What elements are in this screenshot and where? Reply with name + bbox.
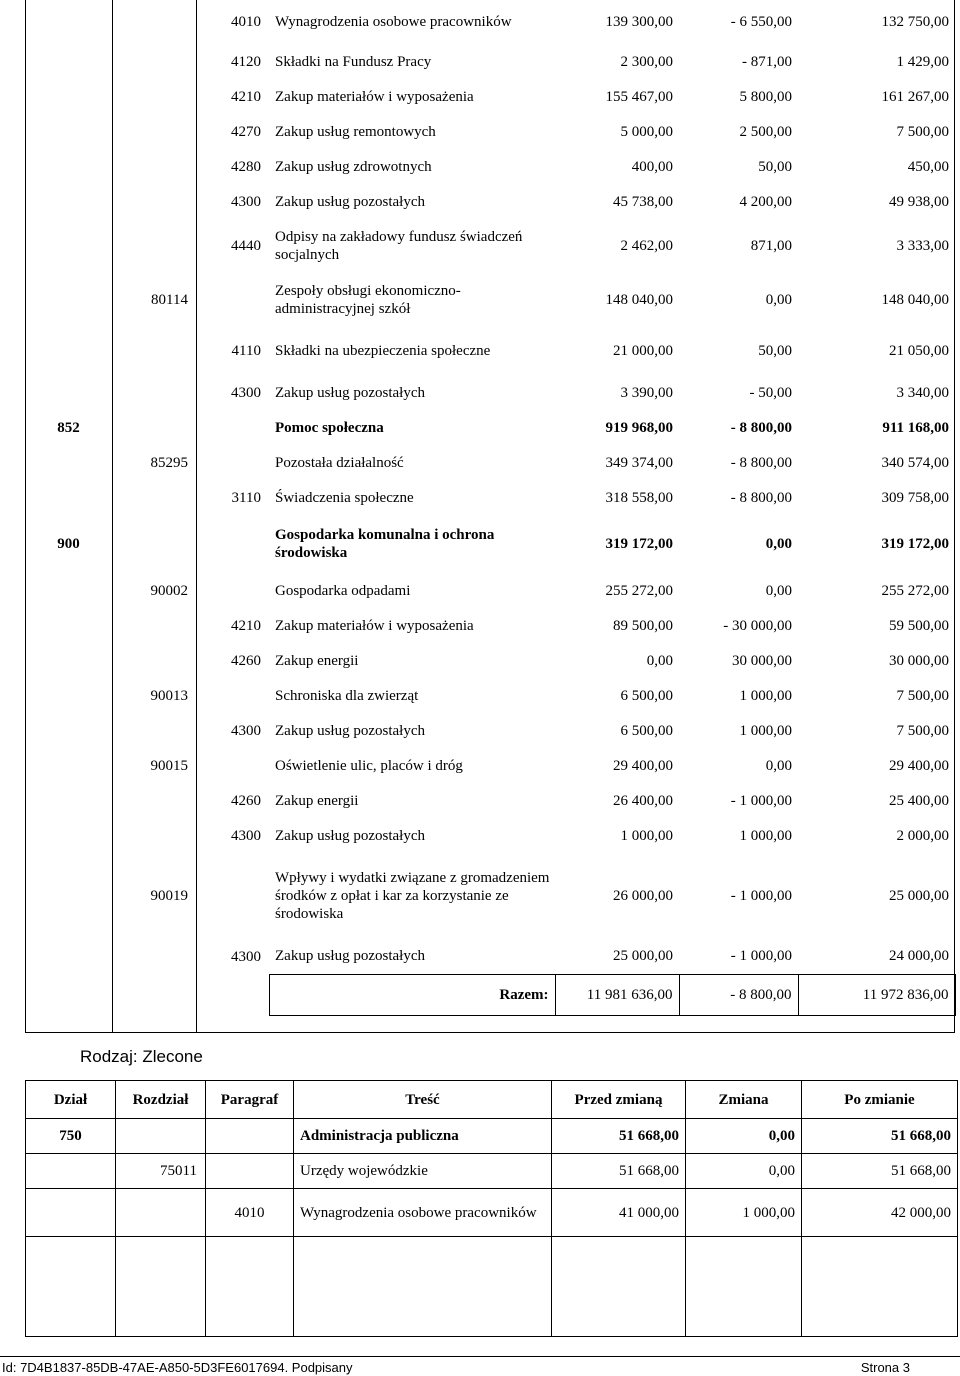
- cell-rozdzial: 75011: [116, 1154, 206, 1189]
- table-row: [25, 939, 955, 974]
- cell-dzial: [25, 327, 112, 375]
- cell-zmiana: 50,00: [758, 158, 792, 175]
- cell-dzial: [25, 608, 112, 643]
- cell-dzial: [25, 783, 112, 818]
- cell-przed: 139 300,00: [605, 14, 673, 30]
- cell-rozdzial: [116, 1119, 206, 1154]
- cell-tresc: Gospodarka odpadami: [275, 582, 411, 599]
- table-row: [25, 375, 955, 410]
- cell-zmiana: - 871,00: [742, 53, 792, 70]
- header-rozdzial: Rozdział: [116, 1081, 206, 1119]
- cell-rozdzial: [112, 44, 196, 79]
- table-row: [25, 713, 955, 748]
- cell-po: 148 040,00: [881, 292, 949, 308]
- cell-przed: 3 390,00: [620, 384, 673, 401]
- page-number: Strona 3: [860, 1360, 910, 1375]
- cell-po: 450,00: [907, 158, 949, 175]
- table-header-row: [26, 1081, 958, 1119]
- table-row: [26, 1119, 958, 1154]
- total-row: [25, 974, 955, 1015]
- cell-zmiana: 30 000,00: [732, 652, 792, 669]
- cell-tresc: Zakup usług pozostałych: [275, 827, 425, 844]
- cell-tresc: Zakup materiałów i wyposażenia: [275, 88, 474, 105]
- cell-tresc: Urzędy wojewódzkie: [294, 1154, 552, 1189]
- cell-zmiana: 0,00: [686, 1119, 802, 1154]
- cell-paragraf: 4300: [231, 384, 261, 401]
- cell-zmiana: 0,00: [765, 757, 792, 774]
- cell-rozdzial: [112, 375, 196, 410]
- empty-cell: [112, 974, 196, 1015]
- cell-tresc: Zakup usług pozostałych: [275, 384, 425, 401]
- cell-tresc: Zakup energii: [275, 652, 359, 669]
- cell-po: 132 750,00: [881, 14, 949, 30]
- cell-paragraf: [196, 573, 269, 608]
- cell-tresc: Gospodarka komunalna i ochrona środowiska: [275, 527, 495, 561]
- document-id: Id: 7D4B1837-85DB-47AE-A850-5D3FE6017694. Podpisany: [2, 1360, 353, 1375]
- cell-dzial: [25, 219, 112, 273]
- cell-dzial: [25, 480, 112, 515]
- table-row: [25, 608, 955, 643]
- cell-przed: 51 668,00: [552, 1119, 686, 1154]
- cell-dzial: [25, 273, 112, 327]
- cell-rozdzial: 90019: [150, 888, 188, 904]
- empty-cell: [25, 974, 112, 1015]
- table-row: [25, 643, 955, 678]
- cell-zmiana: 0,00: [765, 292, 792, 308]
- cell-rozdzial: [112, 0, 196, 44]
- cell-paragraf: 4300: [231, 722, 261, 739]
- empty-cell: [802, 1237, 958, 1337]
- cell-rozdzial: [112, 184, 196, 219]
- cell-tresc: Oświetlenie ulic, placów i dróg: [275, 757, 463, 774]
- cell-dzial: [25, 573, 112, 608]
- cell-dzial: [25, 184, 112, 219]
- cell-zmiana: - 1 000,00: [730, 792, 792, 809]
- cell-paragraf: 3110: [231, 489, 261, 506]
- header-paragraf: Paragraf: [206, 1081, 294, 1119]
- cell-po: 7 500,00: [896, 722, 949, 739]
- cell-przed: 6 500,00: [620, 687, 673, 704]
- cell-paragraf: 4260: [231, 792, 261, 809]
- cell-paragraf: 4110: [231, 343, 261, 359]
- cell-rozdzial: [112, 608, 196, 643]
- cell-zmiana: - 6 550,00: [730, 14, 792, 30]
- table-row: [25, 515, 955, 573]
- cell-dzial: [25, 818, 112, 853]
- cell-po: 51 668,00: [802, 1154, 958, 1189]
- cell-zmiana: - 1 000,00: [730, 948, 792, 965]
- cell-zmiana: - 1 000,00: [730, 888, 792, 904]
- cell-paragraf: [196, 273, 269, 327]
- empty-cell: [206, 1237, 294, 1337]
- cell-po: 59 500,00: [889, 617, 949, 634]
- cell-przed: 29 400,00: [613, 757, 673, 774]
- cell-tresc: Zakup usług remontowych: [275, 123, 436, 140]
- budget-table-continued: [25, 0, 956, 1016]
- table-row: [25, 327, 955, 375]
- cell-rozdzial: [112, 643, 196, 678]
- cell-paragraf: 4010: [231, 14, 261, 30]
- cell-rozdzial: [112, 149, 196, 184]
- table-row: [25, 853, 955, 939]
- cell-tresc: Schroniska dla zwierząt: [275, 687, 419, 704]
- cell-po: 7 500,00: [896, 123, 949, 140]
- table-row: [26, 1189, 958, 1237]
- empty-cell: [552, 1237, 686, 1337]
- cell-tresc: Składki na Fundusz Pracy: [275, 53, 432, 70]
- header-po-zmianie: Po zmianie: [802, 1081, 958, 1119]
- cell-zmiana: 1 000,00: [739, 827, 792, 844]
- table-row: [25, 79, 955, 114]
- cell-tresc: Odpisy na zakładowy fundusz świadczeń socjalnych: [275, 229, 523, 263]
- cell-zmiana: 0,00: [765, 582, 792, 599]
- empty-cell: [686, 1237, 802, 1337]
- budget-table-zlecone: [25, 1080, 958, 1337]
- cell-dzial: [25, 0, 112, 44]
- cell-rozdzial: [112, 410, 196, 445]
- table-row: [25, 149, 955, 184]
- cell-po: 319 172,00: [881, 536, 949, 552]
- table-row: [25, 184, 955, 219]
- cell-po: 25 400,00: [889, 792, 949, 809]
- cell-zmiana: 2 500,00: [739, 123, 792, 140]
- cell-paragraf: 4260: [231, 652, 261, 669]
- table-row: [25, 573, 955, 608]
- table-row: [25, 748, 955, 783]
- cell-przed: 155 467,00: [605, 88, 673, 105]
- cell-paragraf: [196, 853, 269, 939]
- cell-po: 309 758,00: [881, 489, 949, 506]
- cell-przed: 51 668,00: [552, 1154, 686, 1189]
- cell-paragraf: 4300: [231, 193, 261, 210]
- table-row: [26, 1154, 958, 1189]
- cell-zmiana: - 8 800,00: [730, 454, 792, 471]
- cell-dzial: 750: [26, 1119, 116, 1154]
- header-przed-zmiana: Przed zmianą: [552, 1081, 686, 1119]
- cell-paragraf: [206, 1154, 294, 1189]
- cell-zmiana: 1 000,00: [739, 687, 792, 704]
- razem-przed: 11 981 636,00: [555, 974, 679, 1015]
- cell-dzial: [25, 643, 112, 678]
- cell-rozdzial: [112, 515, 196, 573]
- cell-zmiana: 1 000,00: [739, 722, 792, 739]
- cell-rozdzial: 85295: [150, 454, 188, 471]
- cell-dzial: [25, 853, 112, 939]
- cell-rozdzial: 90002: [150, 582, 188, 599]
- cell-tresc: Składki na ubezpieczenia społeczne: [275, 343, 491, 359]
- cell-rozdzial: [112, 783, 196, 818]
- cell-dzial: [25, 713, 112, 748]
- cell-przed: 26 000,00: [613, 888, 673, 904]
- cell-przed: 1 000,00: [620, 827, 673, 844]
- cell-paragraf: 4270: [231, 123, 261, 140]
- cell-paragraf: 4210: [231, 617, 261, 634]
- cell-dzial: 900: [57, 536, 80, 552]
- cell-paragraf: 4120: [231, 53, 261, 70]
- cell-po: 51 668,00: [802, 1119, 958, 1154]
- cell-dzial: [25, 114, 112, 149]
- table-row-empty: [26, 1237, 958, 1337]
- cell-przed: 6 500,00: [620, 722, 673, 739]
- cell-paragraf: [196, 445, 269, 480]
- razem-label: Razem:: [269, 974, 555, 1015]
- cell-tresc: Świadczenia społeczne: [275, 489, 414, 506]
- table-row: [25, 114, 955, 149]
- cell-przed: 400,00: [631, 158, 673, 175]
- cell-po: 24 000,00: [889, 948, 949, 965]
- cell-dzial: [25, 149, 112, 184]
- cell-tresc: Administracja publiczna: [294, 1119, 552, 1154]
- table-row: [25, 678, 955, 713]
- cell-zmiana: 0,00: [686, 1154, 802, 1189]
- header-zmiana: Zmiana: [686, 1081, 802, 1119]
- cell-paragraf: 4280: [231, 158, 261, 175]
- cell-paragraf: 4210: [231, 88, 261, 105]
- cell-dzial: [25, 678, 112, 713]
- cell-zmiana: 4 200,00: [739, 193, 792, 210]
- cell-po: 3 333,00: [896, 238, 949, 254]
- cell-zmiana: - 50,00: [749, 384, 792, 401]
- cell-rozdzial: 80114: [151, 292, 188, 308]
- cell-po: 29 400,00: [889, 757, 949, 774]
- cell-przed: 148 040,00: [605, 292, 673, 308]
- empty-cell: [26, 1237, 116, 1337]
- cell-paragraf: 4440: [231, 238, 261, 254]
- cell-po: 21 050,00: [889, 343, 949, 359]
- cell-po: 161 267,00: [881, 88, 949, 105]
- cell-tresc: Pomoc społeczna: [275, 419, 384, 436]
- table-row: [25, 219, 955, 273]
- cell-tresc: Zakup usług pozostałych: [275, 948, 425, 965]
- cell-rozdzial: 90015: [150, 757, 188, 774]
- cell-przed: 2 300,00: [620, 53, 673, 70]
- cell-dzial: [26, 1154, 116, 1189]
- table-row: [25, 44, 955, 79]
- cell-dzial: [25, 748, 112, 783]
- cell-paragraf: [196, 410, 269, 445]
- cell-przed: 89 500,00: [613, 617, 673, 634]
- cell-paragraf: 4300: [231, 827, 261, 844]
- cell-po: 2 000,00: [896, 827, 949, 844]
- cell-przed: 2 462,00: [620, 238, 673, 254]
- cell-tresc: Zespoły obsługi ekonomiczno-administracyjnej szkół: [275, 283, 461, 317]
- cell-tresc: Zakup usług pozostałych: [275, 193, 425, 210]
- cell-po: 25 000,00: [889, 888, 949, 904]
- cell-rozdzial: [112, 480, 196, 515]
- cell-przed: 25 000,00: [613, 948, 673, 965]
- cell-zmiana: 50,00: [758, 343, 792, 359]
- cell-dzial: 852: [57, 419, 80, 436]
- cell-rozdzial: [112, 713, 196, 748]
- page-footer: [0, 1356, 960, 1375]
- cell-zmiana: 871,00: [750, 238, 792, 254]
- cell-zmiana: - 30 000,00: [723, 617, 792, 634]
- cell-po: 911 168,00: [882, 419, 949, 436]
- empty-cell: [196, 974, 269, 1015]
- cell-dzial: [25, 375, 112, 410]
- cell-rozdzial: [112, 79, 196, 114]
- cell-tresc: Pozostała działalność: [275, 454, 404, 471]
- cell-rozdzial: [112, 114, 196, 149]
- cell-zmiana: 0,00: [765, 536, 792, 552]
- cell-przed: 5 000,00: [620, 123, 673, 140]
- cell-dzial: [25, 939, 112, 974]
- cell-przed: 919 968,00: [605, 419, 673, 436]
- cell-rozdzial: [112, 818, 196, 853]
- cell-rozdzial: [116, 1189, 206, 1237]
- razem-zmiana: - 8 800,00: [679, 974, 798, 1015]
- cell-dzial: [25, 79, 112, 114]
- table-row: [25, 818, 955, 853]
- cell-paragraf: [196, 678, 269, 713]
- cell-tresc: Zakup materiałów i wyposażenia: [275, 617, 474, 634]
- header-dzial: Dział: [26, 1081, 116, 1119]
- cell-dzial: [25, 445, 112, 480]
- header-tresc: Treść: [294, 1081, 552, 1119]
- cell-po: 3 340,00: [896, 384, 949, 401]
- cell-tresc: Wynagrodzenia osobowe pracowników: [294, 1189, 552, 1237]
- empty-cell: [294, 1237, 552, 1337]
- cell-tresc: Zakup energii: [275, 792, 359, 809]
- cell-przed: 319 172,00: [605, 536, 673, 552]
- cell-rozdzial: [112, 219, 196, 273]
- cell-zmiana: 1 000,00: [686, 1189, 802, 1237]
- section-type-label: Rodzaj: Zlecone: [80, 1047, 203, 1066]
- table-row: [25, 273, 955, 327]
- cell-przed: 26 400,00: [613, 792, 673, 809]
- cell-po: 1 429,00: [896, 53, 949, 70]
- cell-przed: 41 000,00: [552, 1189, 686, 1237]
- cell-dzial: [26, 1189, 116, 1237]
- cell-przed: 349 374,00: [605, 454, 673, 471]
- cell-po: 30 000,00: [889, 652, 949, 669]
- cell-paragraf: [196, 748, 269, 783]
- cell-po: 255 272,00: [881, 582, 949, 599]
- razem-po: 11 972 836,00: [798, 974, 955, 1015]
- cell-dzial: [25, 44, 112, 79]
- table-row: [25, 445, 955, 480]
- cell-paragraf: [206, 1119, 294, 1154]
- cell-przed: 45 738,00: [613, 193, 673, 210]
- cell-tresc: Zakup usług zdrowotnych: [275, 158, 432, 175]
- cell-po: 7 500,00: [896, 687, 949, 704]
- cell-zmiana: - 8 800,00: [730, 489, 792, 506]
- table-row: [25, 480, 955, 515]
- table-row: [25, 783, 955, 818]
- cell-przed: 0,00: [646, 652, 673, 669]
- cell-po: 49 938,00: [889, 193, 949, 210]
- cell-przed: 255 272,00: [605, 582, 673, 599]
- cell-paragraf: 4300: [231, 948, 261, 965]
- cell-rozdzial: [112, 327, 196, 375]
- cell-rozdzial: [112, 939, 196, 974]
- cell-tresc: Zakup usług pozostałych: [275, 722, 425, 739]
- cell-paragraf: [196, 515, 269, 573]
- empty-cell: [116, 1237, 206, 1337]
- cell-tresc: Wpływy i wydatki związane z gromadzeniem środków z opłat i kar za korzystanie ze środowiska: [275, 870, 550, 922]
- cell-po: 340 574,00: [881, 454, 949, 471]
- cell-rozdzial: 90013: [150, 687, 188, 704]
- cell-przed: 318 558,00: [605, 489, 673, 506]
- cell-przed: 21 000,00: [613, 343, 673, 359]
- table-row: [25, 0, 955, 44]
- cell-tresc: Wynagrodzenia osobowe pracowników: [275, 14, 512, 30]
- cell-paragraf: 4010: [206, 1189, 294, 1237]
- table-row: [25, 410, 955, 445]
- cell-po: 42 000,00: [802, 1189, 958, 1237]
- cell-zmiana: - 8 800,00: [730, 419, 792, 436]
- cell-zmiana: 5 800,00: [739, 88, 792, 105]
